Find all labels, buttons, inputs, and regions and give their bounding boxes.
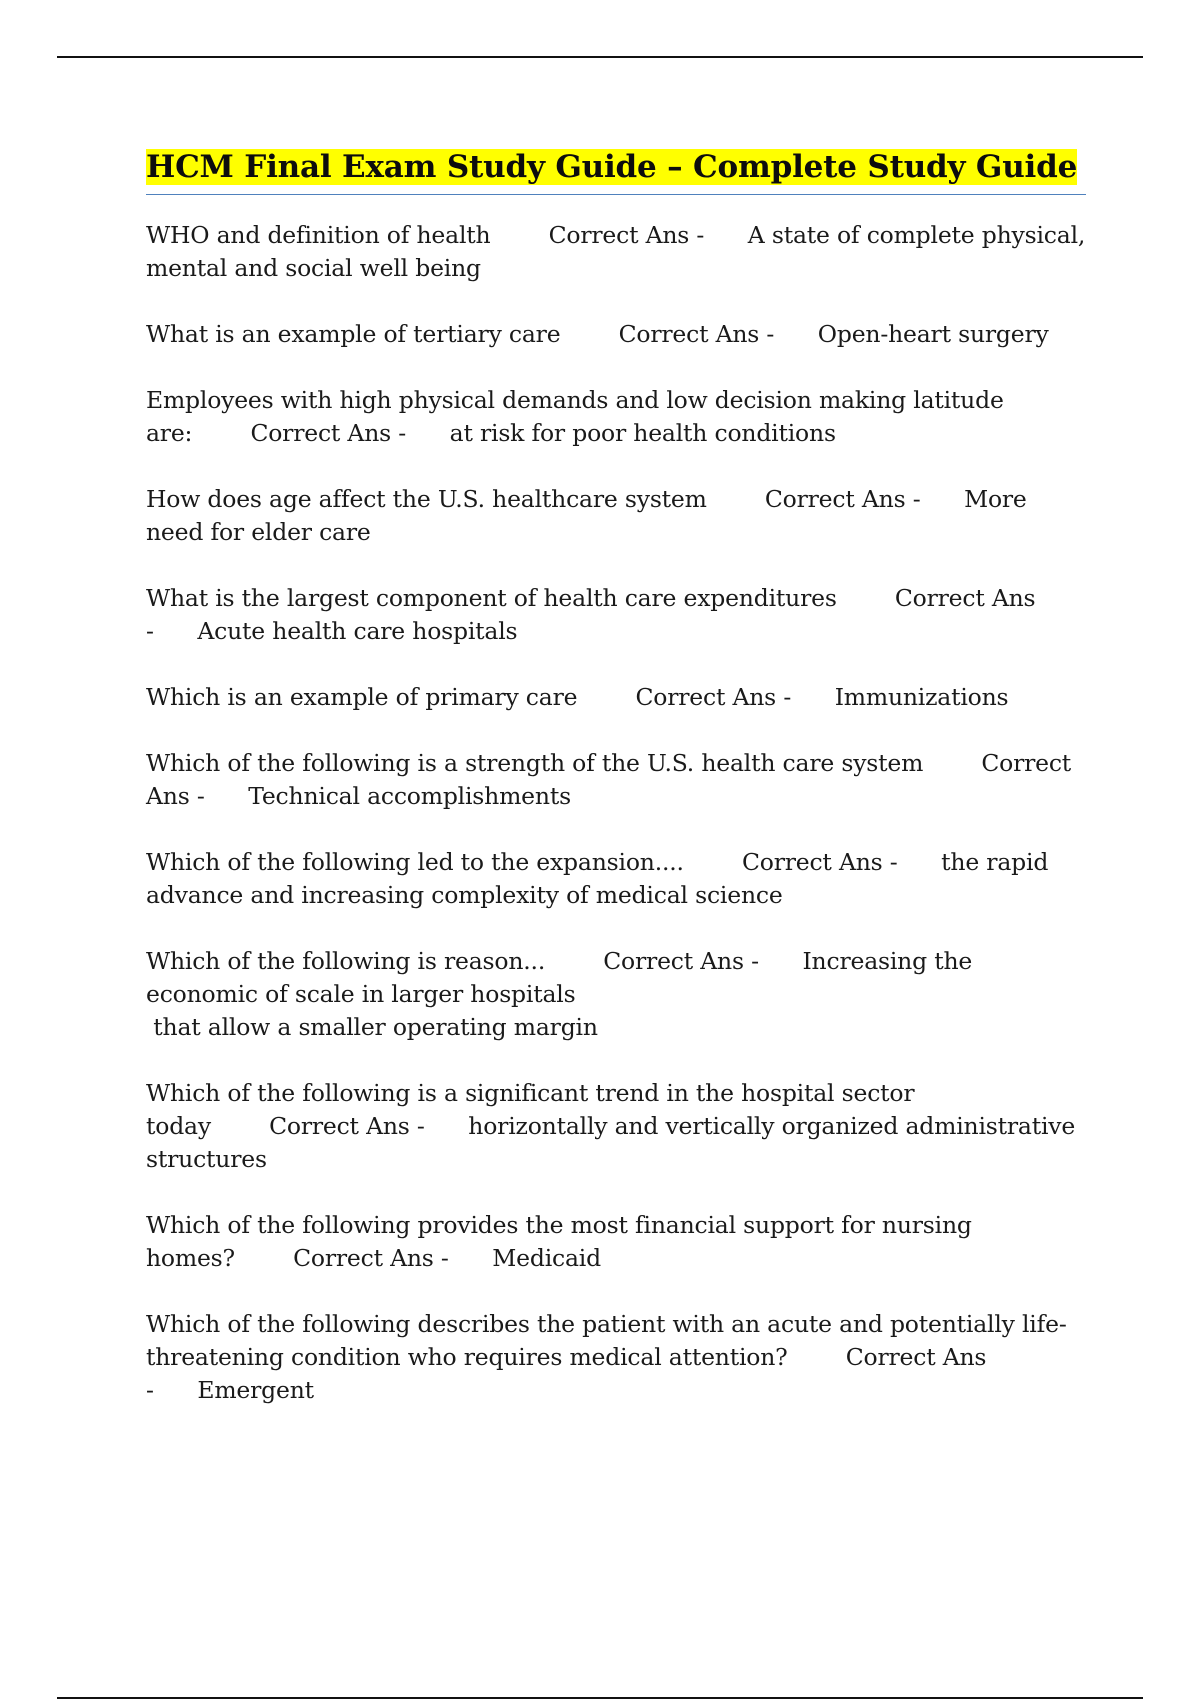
- answer-marker: Correct Ans -: [293, 1244, 449, 1272]
- question: Which of the following led to the expansion....: [146, 848, 684, 876]
- answer-marker: Correct Ans -: [635, 683, 792, 711]
- question: What is an example of tertiary care: [146, 320, 561, 348]
- answer-marker: Correct Ans -: [146, 749, 1079, 810]
- question: WHO and definition of health: [146, 221, 491, 249]
- answer: More need for elder care: [146, 485, 1034, 546]
- answer-marker: Correct Ans -: [741, 848, 898, 876]
- qa-item-6: [146, 681, 1086, 714]
- answer: Open-heart surgery: [817, 320, 1049, 348]
- answer: Immunizations: [834, 683, 1009, 711]
- document-body: [146, 146, 1093, 1440]
- answer-marker: Correct Ans -: [603, 947, 759, 975]
- qa-item-5: [146, 582, 1086, 648]
- answer-marker: Correct Ans -: [269, 1112, 425, 1140]
- qa-item-7: [146, 747, 1086, 813]
- answer: horizontally and vertically organized administrative structures: [146, 1112, 1083, 1173]
- answer: Increasing the economic of scale in larger hospitals that allow a smaller operating margin: [146, 947, 973, 1041]
- answer: the rapid advance and increasing complexity of medical science: [146, 848, 1056, 909]
- answer: at risk for poor health conditions: [449, 419, 836, 447]
- answer: Medicaid: [492, 1244, 601, 1272]
- answer: A state of complete physical, mental and social well being: [146, 221, 1093, 282]
- qa-item-4: [146, 483, 1086, 549]
- answer-marker: Correct Ans -: [146, 584, 1043, 645]
- qa-item-12: [146, 1308, 1086, 1407]
- question: Which of the following describes the patient with an acute and potentially life-threatening condition who requires medical attention?: [146, 1310, 1067, 1371]
- question: How does age affect the U.S. healthcare system: [146, 485, 707, 513]
- answer: Acute health care hospitals: [197, 617, 518, 645]
- answer-marker: Correct Ans -: [250, 419, 407, 447]
- answer-marker: Correct Ans -: [146, 1343, 994, 1404]
- qa-item-8: [146, 846, 1086, 912]
- qa-item-11: [146, 1209, 1086, 1275]
- header-rule: [57, 56, 1143, 58]
- question: Employees with high physical demands and low decision making latitude are:: [146, 386, 1011, 447]
- question: Which of the following is a strength of the U.S. health care system: [146, 749, 924, 777]
- question: Which of the following is reason...: [146, 947, 546, 975]
- qa-item-9: [146, 945, 1086, 1044]
- qa-item-2: [146, 318, 1086, 351]
- question: Which is an example of primary care: [146, 683, 578, 711]
- title-block: [146, 146, 1086, 195]
- qa-item-10: [146, 1077, 1086, 1176]
- answer-marker: Correct Ans -: [618, 320, 775, 348]
- question: Which of the following is a significant trend in the hospital sector today: [146, 1079, 922, 1140]
- qa-item-3: [146, 384, 1086, 450]
- answer-marker: Correct Ans -: [548, 221, 705, 249]
- footer-rule: [57, 1697, 1143, 1699]
- question: What is the largest component of health care expenditures: [146, 584, 837, 612]
- answer: Technical accomplishments: [248, 782, 571, 810]
- qa-item-1: [146, 219, 1093, 285]
- answer-marker: Correct Ans -: [764, 485, 921, 513]
- question: Which of the following provides the most financial support for nursing homes?: [146, 1211, 980, 1272]
- answer: Emergent: [197, 1376, 314, 1404]
- document-title: HCM Final Exam Study Guide – Complete Study Guide: [146, 149, 1078, 185]
